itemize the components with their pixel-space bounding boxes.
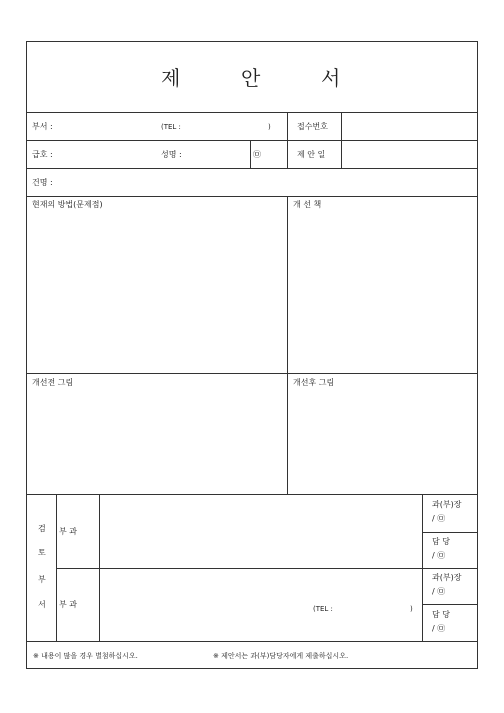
divider [27, 641, 477, 642]
sign-slash: / ㉤ [432, 624, 446, 633]
divider [27, 373, 477, 374]
name-field[interactable]: 성명 : [161, 150, 182, 159]
divider [341, 112, 342, 168]
review-tel-open: (TEL : [313, 605, 333, 613]
divider [422, 494, 423, 641]
sign-slash: / ㉤ [432, 587, 446, 596]
improvement-label: 개 선 책 [293, 200, 322, 209]
title-char-2: 안 [241, 66, 261, 90]
sign-title: 담 당 [432, 610, 450, 619]
tel-close: ) [268, 123, 271, 131]
receipt-number-label: 접수번호 [297, 122, 328, 131]
sign-title: 담 당 [432, 537, 450, 546]
title-char-3: 서 [321, 66, 341, 90]
sign-slash: / ㉤ [432, 514, 446, 523]
divider [99, 494, 100, 641]
review-dept-char: 서 [38, 600, 46, 609]
divider [287, 196, 288, 494]
subject-field[interactable]: 건명 : [32, 178, 53, 187]
tel-open: (TEL : [161, 123, 181, 131]
title-char-1: 제 [161, 66, 181, 90]
sign-slash: / ㉤ [432, 551, 446, 560]
divider [56, 568, 477, 569]
proposal-form [26, 41, 478, 669]
current-method-label: 현재의 방법(문제점) [32, 200, 103, 209]
divider [27, 140, 477, 141]
sign-title: 과(부)장 [432, 573, 462, 582]
sign-title: 과(부)장 [432, 500, 462, 509]
divider [27, 168, 477, 169]
review-dept-1: 부 과 [59, 527, 77, 536]
divider [27, 494, 477, 495]
divider [422, 532, 477, 533]
review-dept-2: 부 과 [59, 600, 77, 609]
grade-field[interactable]: 급호 : [32, 150, 53, 159]
footer-note-1: ※ 내용이 많을 경우 별첨하십시오. [33, 652, 138, 660]
divider [287, 112, 288, 168]
divider [56, 494, 57, 641]
divider [250, 140, 251, 168]
review-dept-char: 검 [38, 524, 46, 533]
after-figure-label: 개선후 그림 [293, 378, 335, 387]
divider [422, 604, 477, 605]
divider [27, 196, 477, 197]
divider [27, 112, 477, 113]
dept-field[interactable]: 부서 : [32, 122, 53, 131]
before-figure-label: 개선전 그림 [32, 378, 74, 387]
review-dept-char: 토 [38, 548, 46, 557]
seal-mark: ㉤ [253, 150, 261, 159]
review-dept-char: 부 [38, 575, 46, 584]
footer-note-2: ※ 제안서는 과(부)담당자에게 제출하십시오. [213, 652, 349, 660]
review-tel-close: ) [410, 605, 413, 613]
proposal-date-label: 제 안 일 [297, 150, 326, 159]
